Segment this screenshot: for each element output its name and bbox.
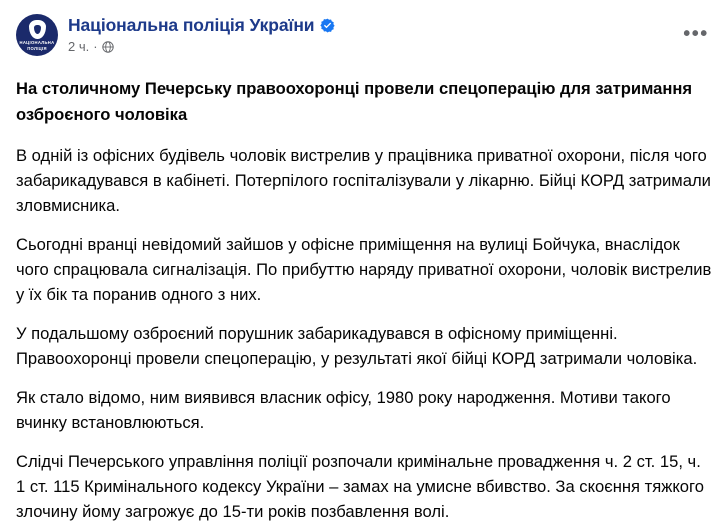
- post-paragraph-4: Як стало відомо, ним виявився власник офісу, 1980 року народження. Мотиви такого вчинку встановлюються.: [16, 388, 671, 432]
- meta-separator: ·: [93, 39, 98, 54]
- post-paragraph-1: В одній із офісних будівель чоловік вистрелив у працівника приватної охорони, після чого забарикадувався в кабінеті. Потерпілого госпіталізували у лікарню. Бійці КОРД затримали зловмисника.: [16, 146, 711, 215]
- police-emblem-icon: [29, 20, 46, 39]
- post-paragraph-lead: На столичному Печерську правоохоронці провели спецоперацію для затримання озброєного чоловіка: [16, 79, 693, 124]
- post-meta: [68, 39, 335, 54]
- globe-icon: [102, 41, 114, 53]
- page-name[interactable]: Національна поліція України: [68, 15, 315, 35]
- post-text: [16, 76, 712, 524]
- post-paragraph-3: У подальшому озброєний порушник забарикадувався в офісному приміщенні. Правоохоронці провели спецоперацію, у результаті якої бійці КОРД затримали чоловіка.: [16, 324, 698, 368]
- avatar-label-line1: НАЦІОНАЛЬНА: [19, 40, 55, 45]
- avatar-label-line2: ПОЛІЦІЯ: [27, 46, 47, 51]
- page-name-row: [68, 15, 335, 36]
- avatar[interactable]: [16, 14, 58, 56]
- post-paragraph-2: Сьогодні вранці невідомий зайшов у офісне приміщення на вулиці Бойчука, внаслідок чого спрацювала сигналізація. По прибуттю наряду приватної охорони, чоловік вистрелив у їх бік та поранив одного з них.: [16, 235, 712, 304]
- verified-badge-icon: [320, 18, 335, 33]
- post-timestamp[interactable]: 2 ч.: [68, 39, 90, 54]
- post-header-text: [68, 12, 335, 54]
- post-header: [16, 12, 712, 64]
- post-paragraph-5: Слідчі Печерського управління поліції розпочали кримінальне провадження ч. 2 ст. 15, ч. 1 ст. 115 Кримінального кодексу України – замах на умисне вбивство. За скоєння тяжкого злочину йому загрожує до 15-ти років позбавлення волі.: [16, 452, 704, 521]
- post-options-button[interactable]: •••: [683, 23, 709, 45]
